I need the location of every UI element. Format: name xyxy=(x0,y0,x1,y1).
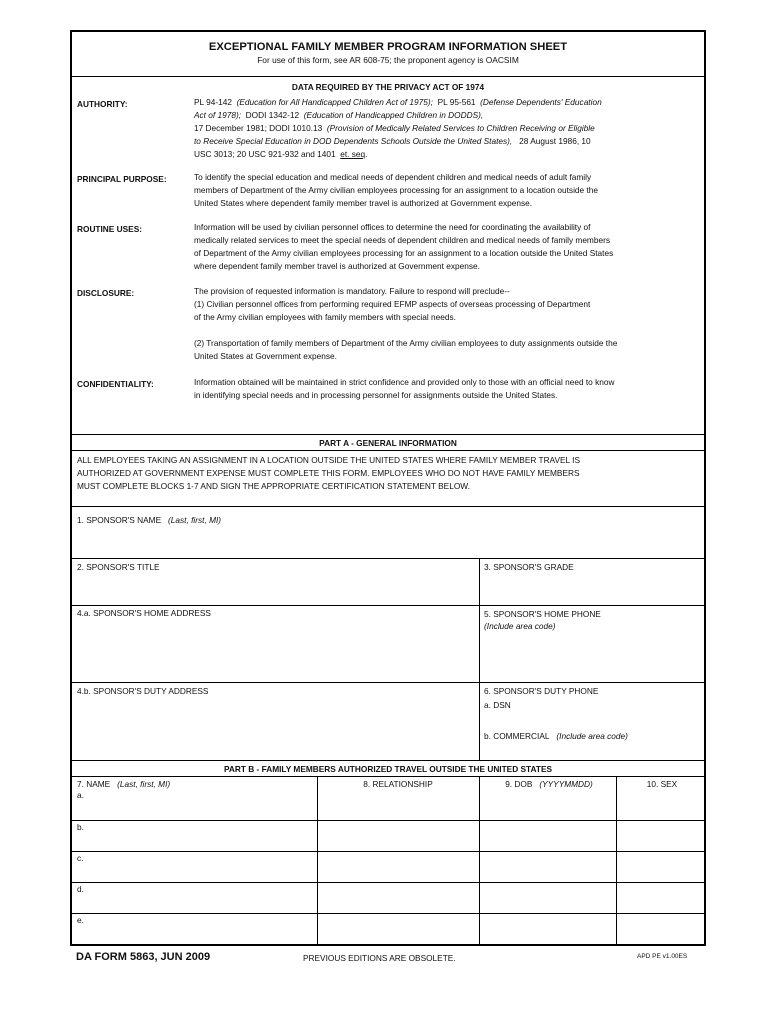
confidentiality-text: Information obtained will be maintained in strict confidence and provided only to those with an official need to know in identifying special needs and in processing personnel for assignments outside the United States. xyxy=(194,377,615,400)
form-title: EXCEPTIONAL FAMILY MEMBER PROGRAM INFORMATION SHEET xyxy=(208,41,568,53)
row-divider xyxy=(72,913,704,914)
purpose-text: To identify the special education and medical needs of dependent children and medical needs of adult family members of Department of the Army civilian employees processing for an assignment to a location outside the United States where dependent family member travel is authorized at Government expense. xyxy=(194,172,598,208)
col-relationship-header: 8. RELATIONSHIP xyxy=(363,779,433,789)
sponsor-home-address-field[interactable]: 4.a. SPONSOR'S HOME ADDRESS xyxy=(77,608,211,618)
commercial-phone-field[interactable]: b. COMMERCIAL (Include area code) xyxy=(484,731,628,741)
disclosure-text-2: (2) Transportation of family members of Department of the Army civilian employees to duty assignments outside the United States at Government expense. xyxy=(194,338,618,361)
column-divider xyxy=(317,776,318,946)
authority-text: PL 94-142 (Education for All Handicapped Children Act of 1975); PL 95-561 (Defense Dependents' Education Act of 1978); DODI 1342-12 (Education of Handicapped Children in DODDS), 17 December 1981; DODI 1010.13 (Provision of Medically Related Services to Children Receiving or Eligible to Receive Special Education in DOD Dependents Schools Outside the United States), 28 August 1986, 10 USC 3013; 20 USC 921-932 and 1401 et. seq. xyxy=(194,97,602,159)
version-label: APD PE v1.00ES xyxy=(637,953,688,960)
disclosure-label: DISCLOSURE: xyxy=(77,288,135,298)
part-a-heading: PART A - GENERAL INFORMATION xyxy=(319,438,457,448)
row-divider xyxy=(72,851,704,852)
row-divider xyxy=(72,882,704,883)
form-subtitle: For use of this form, see AR 608-75; the proponent agency is OACSIM xyxy=(257,55,519,65)
table-row[interactable]: b. xyxy=(77,822,84,832)
authority-label: AUTHORITY: xyxy=(77,99,128,109)
col-dob-header: 9. DOB (YYYYMMDD) xyxy=(505,779,593,789)
part-a-instructions: ALL EMPLOYEES TAKING AN ASSIGNMENT IN A LOCATION OUTSIDE THE UNITED STATES WHERE FAMILY MEMBER TRAVEL IS AUTHORIZED AT GOVERNMENT EXPENSE MUST COMPLETE THIS FORM. EMPLOYEES WHO DO NOT HAVE FAMILY MEMBERS MUST COMPLETE BLOCKS 1-7 AND SIGN THE APPROPRIATE CERTIFICATION STATEMENT BELOW. xyxy=(77,455,580,491)
purpose-label: PRINCIPAL PURPOSE: xyxy=(77,174,167,184)
sponsor-duty-address-field[interactable]: 4.b. SPONSOR'S DUTY ADDRESS xyxy=(77,686,209,696)
divider xyxy=(72,506,704,507)
divider xyxy=(72,605,704,606)
col-sex-header: 10. SEX xyxy=(646,779,678,789)
obsolete-note: PREVIOUS EDITIONS ARE OBSOLETE. xyxy=(303,953,456,963)
privacy-heading: DATA REQUIRED BY THE PRIVACY ACT OF 1974 xyxy=(291,82,485,92)
divider xyxy=(72,760,704,761)
sponsor-grade-field[interactable]: 3. SPONSOR'S GRADE xyxy=(484,562,574,572)
divider xyxy=(72,776,704,777)
sponsor-home-phone-field[interactable]: 5. SPONSOR'S HOME PHONE (Include area code) xyxy=(484,609,601,631)
divider xyxy=(72,76,704,77)
divider xyxy=(72,558,704,559)
sponsor-duty-phone-label: 6. SPONSOR'S DUTY PHONE xyxy=(484,686,599,696)
table-row[interactable]: d. xyxy=(77,884,84,894)
form-frame xyxy=(70,30,706,946)
sponsor-name-field[interactable]: 1. SPONSOR'S NAME (Last, first, MI) xyxy=(77,515,222,525)
sponsor-title-field[interactable]: 2. SPONSOR'S TITLE xyxy=(77,562,160,572)
divider xyxy=(72,450,704,451)
divider xyxy=(72,682,704,683)
table-row[interactable]: a. xyxy=(77,790,84,800)
routine-text: Information will be used by civilian personnel offices to determine the need for coordinating the availability of medically related services to meet the special needs of dependent children and medical needs of family members of Department of the Army civilian employees processing for an assignment to a location outside the United States where dependent family member travel is authorized at Government expense. xyxy=(194,222,614,271)
column-divider xyxy=(479,558,480,760)
column-divider xyxy=(616,776,617,946)
table-row[interactable]: e. xyxy=(77,915,84,925)
confidentiality-label: CONFIDENTIALITY: xyxy=(77,379,154,389)
form-number: DA FORM 5863, JUN 2009 xyxy=(76,951,211,963)
part-b-heading: PART B - FAMILY MEMBERS AUTHORIZED TRAVEL OUTSIDE THE UNITED STATES xyxy=(223,764,553,774)
row-divider xyxy=(72,820,704,821)
disclosure-text: The provision of requested information is mandatory. Failure to respond will preclude-- (1) Civilian personnel offices from performing required EFMP aspects of overseas processing of Department of the Army civilian employees with family members with special needs. xyxy=(194,286,591,322)
column-divider xyxy=(479,776,480,946)
table-row[interactable]: c. xyxy=(77,853,84,863)
col-name-header: 7. NAME (Last, first, MI) xyxy=(77,779,171,789)
routine-label: ROUTINE USES: xyxy=(77,224,142,234)
dsn-field[interactable]: a. DSN xyxy=(484,700,511,710)
divider xyxy=(72,434,704,435)
